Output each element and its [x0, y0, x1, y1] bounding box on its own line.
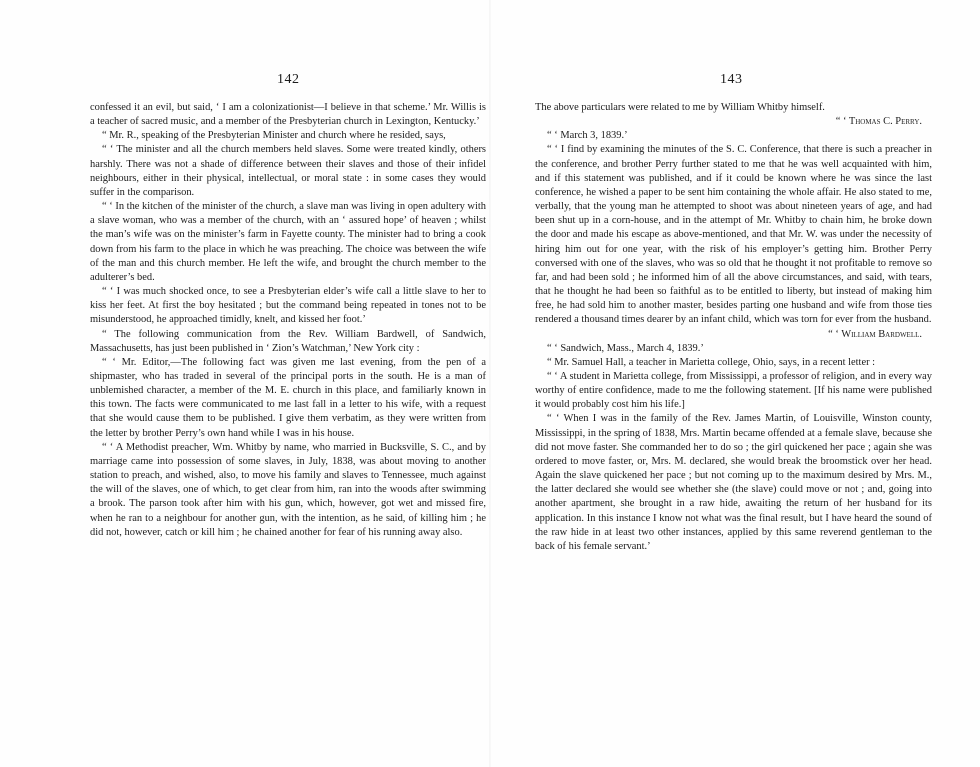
right-text-column	[535, 101, 932, 554]
paragraph: “ ‘ Mr. Editor,—The following fact was given me last evening, from the pen of a shipmaster, who has traded in several of the principal ports in the south. He is a man of unblemished character, a member of the M. E. church in this place, and familiarly known in this town. The facts were communicated to me last fall in a letter to his wife, with a request that she would cause them to be published. I give them verbatim, as they were written from the letter by brother Perry’s own hand while I was in his house.	[90, 356, 486, 439]
paragraph: The above particulars were related to me by William Whitby himself.	[535, 102, 825, 113]
paragraph: “ ‘ A student in Marietta college, from Mississippi, a professor of religion, and in every way worthy of entire confidence, made to me the following statement. [If his name were published it would probably cost him his life.]	[535, 370, 932, 411]
signature-bardwell: “ ‘ William Bardwell.	[828, 328, 922, 340]
dateline: “ ‘ Sandwich, Mass., March 4, 1839.’	[547, 342, 704, 354]
right-page	[490, 0, 980, 767]
paragraph: “ ‘ I find by examining the minutes of the S. C. Conference, that there is such a preacher in the conference, and brother Perry further stated to me that he was well acquainted with him, and if this statement was published, and if it could be known where he was since the last conference, he wished a paper to be sent him containing the whole affair. He also stated to me, verbally, that the young man he attempted to shoot was about nineteen years of age, and had been shut up in a corn-house, and in the attempt of Mr. Whitby to chain him, he broke down the door and made his escape as above-mentioned, and that Mr. W. was under the necessity of hiring him out for one year, with the risk of his employer’s getting him. Brother Perry conversed with one of the slaves, who was so old that he thought it not profitable to remove so far, and had been sold ; he informed him of all the above circumstances, and said, with tears, that he thought he had been so faithful as to be entitled to liberty, but instead of making him free, he had sold him to another master, besides parting one husband and wife from those ties rendered a thousand times dearer by an infant child, which was torn for ever from the husband.	[535, 144, 932, 326]
paragraph: “ Mr. Samuel Hall, a teacher in Marietta college, Ohio, says, in a recent letter :	[547, 356, 876, 368]
paragraph: “ Mr. R., speaking of the Presbyterian Minister and church where he resided, says,	[102, 130, 446, 142]
paragraph: “ ‘ In the kitchen of the minister of the church, a slave man was living in open adultery with a slave woman, who was a member of the church, with an ‘ assured hope’ of heaven ; whilst the man’s wife was on the minister’s farm in Fayette county. The minister had to bring a cook down from his farm to the place in which he was preaching. The choice was between the wife of the man and this church member. He left the wife, and brought the church member to the adulterer’s bed.	[90, 201, 486, 283]
paragraph: “ ‘ I was much shocked once, to see a Presbyterian elder’s wife call a little slave to her to kiss her feet. At first the boy hesitated ; but the command being repeated in tones not to be misunderstood, he approached timidly, knelt, and kissed her foot.’	[90, 286, 486, 326]
signature-perry: “ ‘ Thomas C. Perry.	[835, 116, 922, 128]
left-text-column	[90, 101, 486, 540]
page-number-right: 143	[720, 72, 743, 87]
paragraph: confessed it an evil, but said, ‘ I am a colonizationist—I believe in that scheme.’ Mr. Willis is a teacher of sacred music, and a member of the Presbyterian church in Lexington, Kentucky.’	[90, 102, 486, 128]
paragraph: “ ‘ When I was in the family of the Rev. James Martin, of Louisville, Winston county, Mississippi, in the spring of 1838, Mrs. Martin became offended at a female slave, because she did not move faster. She commanded her to do so ; the girl quickened her pace ; again she was ordered to move faster, or, Mrs. M. declared, she would break the broomstick over her head. Again the slave quickened her pace ; but not coming up to the maximum desired by Mrs. M., the latter declared she would see whether she (the slave) could move or not ; and, going into another apartment, she brought in a raw hide, awaiting the return of her husband for its application. In this instance I know not what was the final result, but I have heard the sound of the raw hide in at least two other instances, applied by this same reverend gentleman to the back of his female servant.’	[535, 413, 932, 552]
paragraph: “ ‘ A Methodist preacher, Wm. Whitby by name, who married in Bucksville, S. C., and by marriage came into possession of some slaves, in July, 1838, was about moving to another station to preach, and wished, also, to move his family and slaves to Tennessee, much against the will of the slaves, one of which, to get clear from him, ran into the woods after swimming a brook. The parson took after him with his gun, which, however, got wet and missed fire, when he ran to a neighbour for another gun, with the intention, as he said, of killing him ; he did not, however, catch or kill him ; he chained another for fear of his running away also.	[90, 441, 486, 538]
paragraph: “ The following communication from the Rev. William Bardwell, of Sandwich, Massachusetts, has just been published in ‘ Zion’s Watchman,’ New York city :	[90, 328, 486, 354]
dateline: “ ‘ March 3, 1839.’	[547, 130, 628, 142]
page-number-left: 142	[277, 72, 300, 87]
paragraph: “ ‘ The minister and all the church members held slaves. Some were treated kindly, others harshly. There was not a shade of difference between their slaves and those of their infidel neighbours, either in their physical, intellectual, or moral state : in some cases they would suffer in the comparison.	[90, 144, 486, 198]
